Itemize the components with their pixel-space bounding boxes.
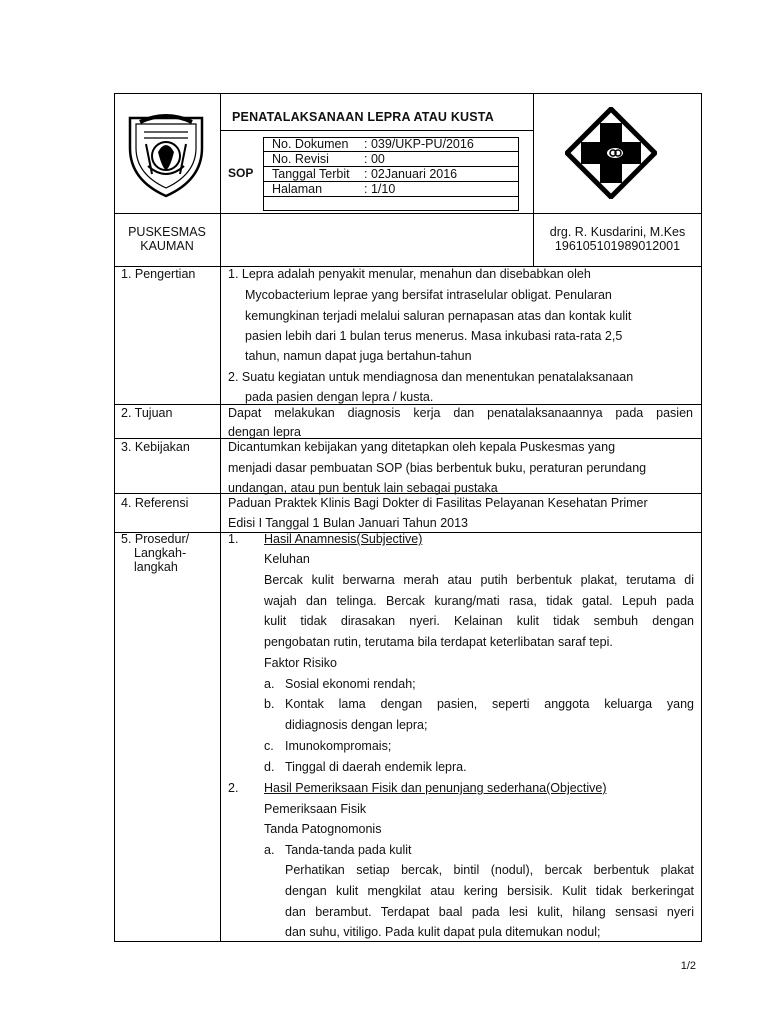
pengertian-line: 2. Suatu kegiatan untuk mendiagnosa dan menentukan penatalaksanaan — [228, 370, 634, 384]
pemeriksaan-fisik-label: Pemeriksaan Fisik — [264, 802, 367, 816]
kebijakan-line: menjadi dasar pembuatan SOP (bias berbentuk buku, peraturan perundang — [228, 461, 647, 475]
sop-label: SOP — [228, 166, 254, 180]
tanda-patognomonis-label: Tanda Patognomonis — [264, 822, 382, 836]
section-label-prosedur: 5. Prosedur/ — [121, 532, 190, 546]
section-label-referensi: 4. Referensi — [121, 496, 189, 510]
risk-item: Tinggal di daerah endemik lepra. — [285, 760, 467, 774]
list-marker: a. — [264, 843, 275, 857]
meta-row-halaman: Halaman : 1/10 — [272, 182, 396, 196]
section-label-kebijakan: 3. Kebijakan — [121, 440, 190, 454]
meta-row-revisi: No. Revisi : 00 — [272, 152, 385, 166]
kebijakan-line: undangan, atau pun bentuk lain sebagai pustaka — [228, 481, 498, 495]
list-marker: c. — [264, 739, 274, 753]
section-label-pengertian: 1. Pengertian — [121, 267, 196, 281]
section-label-tujuan: 2. Tujuan — [121, 406, 173, 420]
kebijakan-line: Dicantumkan kebijakan yang ditetapkan oleh kepala Puskesmas yang — [228, 440, 616, 454]
section-label-prosedur: Langkah- — [134, 546, 187, 560]
risk-item: Imunokompromais; — [285, 739, 392, 753]
kulit-heading: Tanda-tanda pada kulit — [285, 843, 412, 857]
ponorogo-logo — [122, 108, 210, 203]
list-marker: d. — [264, 760, 275, 774]
item-number: 2. — [228, 781, 239, 795]
anamnesis-heading: Hasil Anamnesis(Subjective) — [264, 532, 423, 546]
org-name-line2: KAUMAN — [140, 239, 194, 253]
pemeriksaan-heading: Hasil Pemeriksaan Fisik dan penunjang sederhana(Objective) — [264, 781, 607, 795]
divider — [220, 93, 221, 266]
divider — [220, 266, 221, 942]
org-name-line1: PUSKESMAS — [128, 225, 206, 239]
keluhan-line: kulit tidak dirasakan nyeri. Kelainan kulit tidak sembuh dengan — [264, 614, 694, 628]
section-label-prosedur: langkah — [134, 560, 178, 574]
keluhan-line: pengobatan rutin, terutama bila terdapat keterlibatan saraf tepi. — [264, 635, 613, 649]
keluhan-heading: Keluhan — [264, 552, 310, 566]
puskesmas-logo — [565, 107, 657, 202]
divider — [114, 213, 702, 214]
faktor-heading: Faktor Risiko — [264, 656, 337, 670]
pengertian-line: 1. Lepra adalah penyakit menular, menahun dan disebabkan oleh — [228, 267, 591, 281]
keluhan-line: wajah dan telinga. Bercak kurang/mati rasa, tidak gatal. Lepuh pada — [264, 594, 694, 608]
tujuan-line: dengan lepra — [228, 425, 301, 439]
risk-item: didiagnosis dengan lepra; — [285, 718, 428, 732]
kulit-line: dan berambut. Terdapat baal pada lesi kulit, hilang sensasi nyeri — [285, 905, 694, 919]
divider — [263, 196, 519, 197]
pengertian-line: pada pasien dengan lepra / kusta. — [245, 390, 434, 404]
meta-row-dokumen: No. Dokumen : 039/UKP-PU/2016 — [272, 137, 474, 151]
risk-item: Kontak lama dengan pasien, seperti anggota keluarga yang — [285, 697, 694, 711]
signer-name: drg. R. Kusdarini, M.Kes — [549, 225, 686, 239]
referensi-line: Paduan Praktek Klinis Bagi Dokter di Fasilitas Pelayanan Kesehatan Primer — [228, 496, 648, 510]
risk-item: Sosial ekonomi rendah; — [285, 677, 416, 691]
referensi-line: Edisi I Tanggal 1 Bulan Januari Tahun 2013 — [228, 516, 468, 530]
meta-row-tanggal: Tanggal Terbit : 02Januari 2016 — [272, 167, 458, 181]
keluhan-line: Bercak kulit berwarna merah atau putih berbentuk plakat, terutama di — [264, 573, 694, 587]
kulit-line: dan suhu, vitiligo. Pada kulit dapat pula ditemukan nodul; — [285, 925, 601, 939]
pengertian-line: pasien lebih dari 1 bulan terus menerus. Masa inkubasi rata-rata 2,5 — [245, 329, 623, 343]
tujuan-line: Dapat melakukan diagnosis kerja dan penatalaksanaannya pada pasien — [228, 406, 693, 420]
divider — [114, 404, 702, 405]
page-number: 1/2 — [680, 960, 696, 972]
item-number: 1. — [228, 532, 239, 546]
pengertian-line: Mycobacterium leprae yang bersifat intraselular obligat. Penularan — [245, 288, 612, 302]
kulit-line: dengan kulit mengkilat atau kering bersisik. Kulit tidak berkeringat — [285, 884, 694, 898]
document-title: PENATALAKSANAAN LEPRA ATAU KUSTA — [232, 110, 494, 124]
kulit-line: Perhatikan setiap bercak, bintil (nodul), bercak berbentuk plakat — [285, 863, 694, 877]
divider — [114, 438, 702, 439]
signer-nip: 196105101989012001 — [554, 239, 681, 253]
pengertian-line: tahun, namun dapat juga bertahun-tahun — [245, 349, 472, 363]
pengertian-line: kemungkinan terjadi melalui saluran pernapasan atas dan kontak kulit — [245, 309, 632, 323]
divider — [220, 130, 533, 131]
list-marker: b. — [264, 697, 275, 711]
list-marker: a. — [264, 677, 275, 691]
